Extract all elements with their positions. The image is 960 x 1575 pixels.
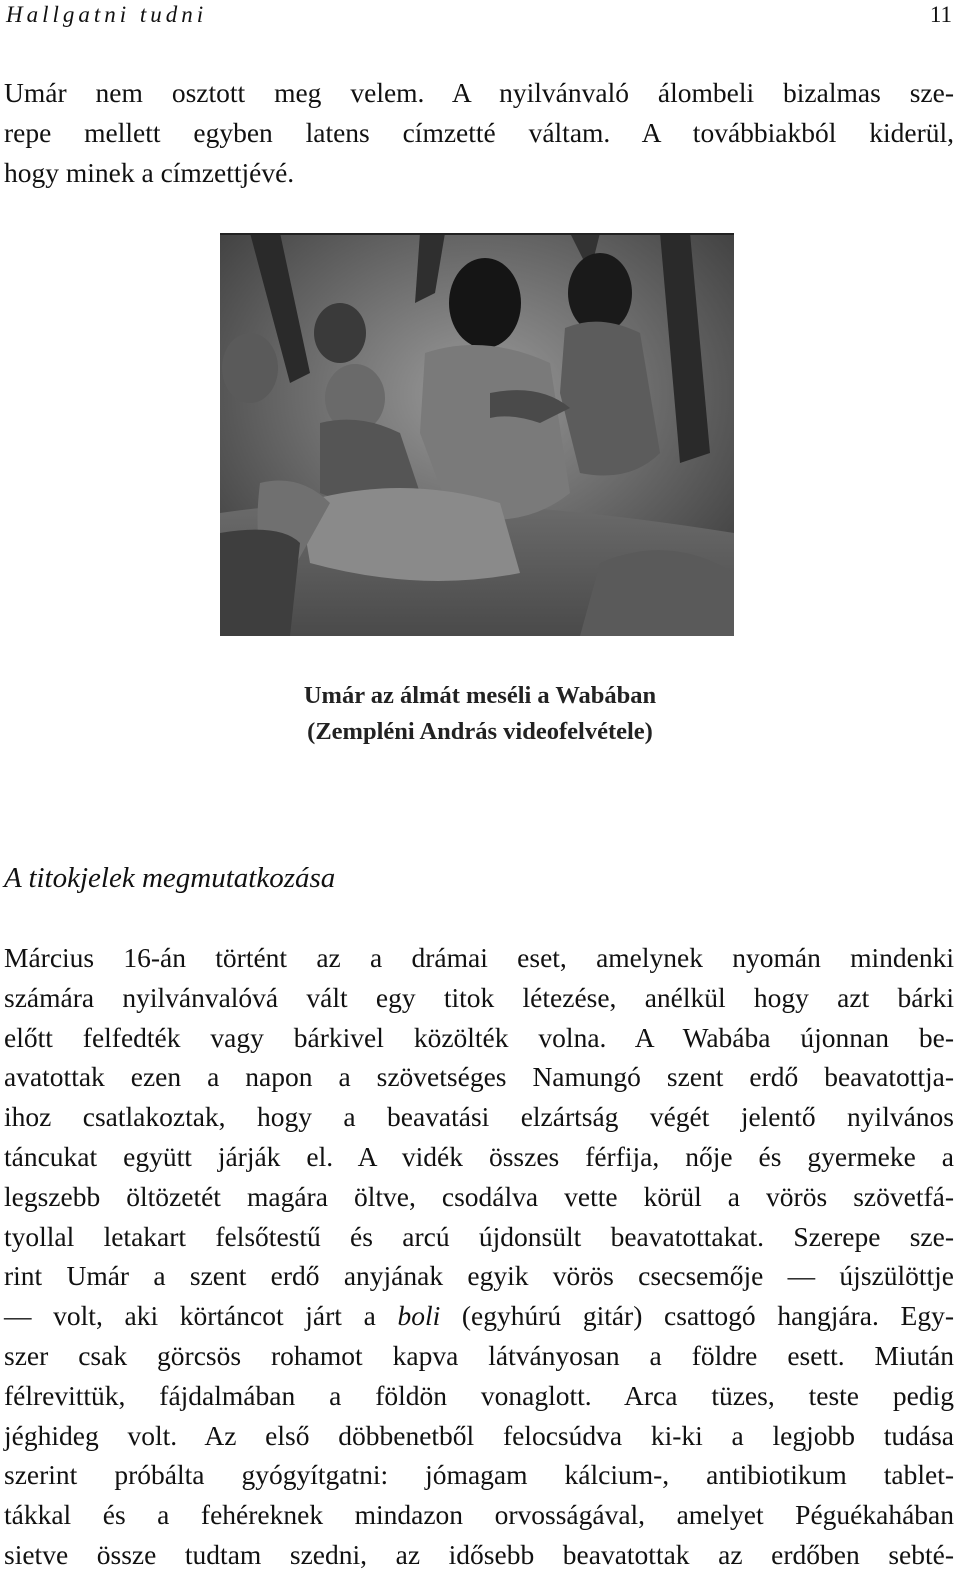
body-paragraph — [4, 938, 954, 1575]
paragraph-line: tyollal letakart felsőtestű és arcú újdonsült beavatottakat. Szerepe sze- — [4, 1220, 954, 1252]
paragraph-line: jéghideg volt. Az első döbbenetből felocsúdva ki-ki a legjobb tudása — [4, 1419, 954, 1451]
paragraph-line: szer csak görcsös rohamot kapva látványosan a földre esett. Miután — [4, 1339, 954, 1371]
paragraph-line: rint Umár a szent erdő anyjának egyik vörös csecsemője — újszülöttje — [4, 1260, 954, 1292]
paragraph-line: félrevittük, fájdalmában a földön vonaglott. Arca tüzes, teste pedig — [4, 1379, 954, 1411]
running-header — [6, 2, 952, 30]
photograph-umar-dreaming — [220, 233, 734, 636]
line-text: (egyhúrú gitár) csattogó hangjára. Egy- — [440, 1300, 954, 1332]
italic-term-boli: boli — [397, 1300, 441, 1332]
paragraph-line: tákkal és a fehéreknek mindazon orvosságával, amelyet Péguékahában — [4, 1499, 954, 1531]
paragraph-line: ihoz csatlakoztak, hogy a beavatási elzártság végét jelentő nyilvános — [4, 1101, 954, 1133]
intro-paragraph — [4, 73, 954, 193]
section-heading: A titokjelek megmutatkozása — [4, 862, 336, 894]
line-text: — volt, aki körtáncot járt a — [4, 1300, 398, 1332]
paragraph-line: sietve össze tudtam szedni, az idősebb beavatottak az erdőben sebté- — [4, 1538, 954, 1570]
paragraph-line: Umár nem osztott meg velem. A nyilvánvaló álombeli bizalmas sze- — [4, 77, 954, 108]
figure-caption-title: Umár az álmát meséli a Wabában — [303, 682, 657, 709]
paragraph-line — [4, 1296, 954, 1336]
figure-caption-credit: (Zempléni András videofelvétele) — [307, 718, 653, 745]
page-number: 11 — [929, 2, 952, 27]
paragraph-line: táncukat együtt járják el. A vidék összes férfija, nője és gyermeke a — [4, 1140, 954, 1172]
paragraph-line: Március 16-án történt az a drámai eset, amelynek nyomán mindenki — [4, 942, 954, 973]
running-title: Hallgatni tudni — [6, 2, 208, 27]
paragraph-line: számára nyilvánvalóvá vált egy titok létezése, anélkül hogy azt bárki — [4, 981, 954, 1013]
paragraph-line: repe mellett egyben latens címzetté váltam. A továbbiakból kiderül, — [4, 117, 954, 148]
paragraph-line: avatottak ezen a napon a szövetséges Namungó szent erdő beavatottja- — [4, 1061, 954, 1093]
paragraph-line: szerint próbálta gyógyítgatni: jómagam kálcium-, antibiotikum tablet- — [4, 1459, 954, 1491]
paragraph-line: előtt felfedték vagy bárkivel közölték volna. A Wabába újonnan be- — [4, 1021, 954, 1053]
paragraph-line: legszebb öltözetét magára öltve, csodálva vette körül a vörös szövetfá- — [4, 1180, 954, 1212]
paragraph-line: hogy minek a címzettjévé. — [4, 157, 295, 188]
